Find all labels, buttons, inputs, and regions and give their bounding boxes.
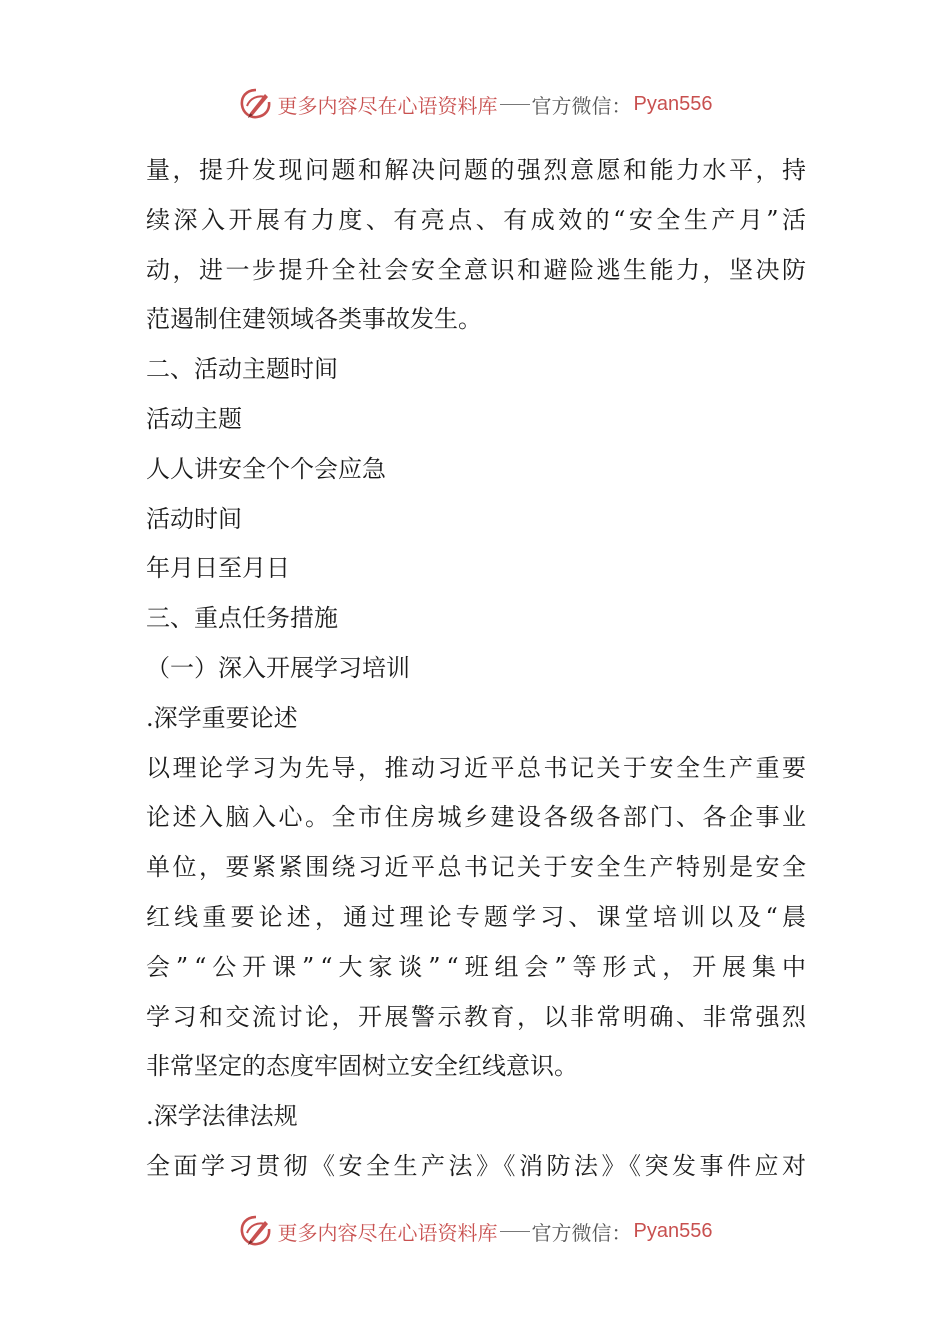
watermark-official-label: 官方微信：	[531, 93, 632, 118]
item-heading: .深学重要论述	[146, 703, 298, 732]
body-line: 全面学习贯彻《安全生产法》《消防法》《突发事件应对	[146, 1151, 810, 1180]
watermark-banner-top	[0, 84, 950, 124]
body-line: 年月日至月日	[146, 554, 290, 583]
watermark-handle: Pyan556	[633, 1219, 713, 1242]
body-line: 非常坚定的态度牢固树立安全红线意识。	[146, 1052, 578, 1081]
watermark-lead-text: 更多内容尽在心语资料库	[277, 93, 498, 118]
watermark-dash	[500, 1231, 530, 1232]
body-line: 以理论学习为先导，推动习近平总书记关于安全生产重要	[146, 753, 809, 782]
body-line: 范遏制住建领域各类事故发生。	[146, 305, 482, 334]
watermark-dash	[500, 104, 530, 105]
body-line: 人人讲安全个个会应急	[146, 454, 386, 483]
watermark-banner-bottom	[0, 1211, 950, 1251]
body-line: 续深入开展有力度、有亮点、有成效的“安全生产月”活	[146, 205, 810, 234]
watermark-official-label: 官方微信：	[531, 1220, 632, 1245]
body-line: 学习和交流讨论，开展警示教育，以非常明确、非常强烈	[146, 1002, 809, 1031]
body-line: 单位，要紧紧围绕习近平总书记关于安全生产特别是安全	[146, 853, 809, 882]
pen-swirl-logo-icon	[238, 1213, 274, 1249]
body-line: 论述入脑入心。全市住房城乡建设各级各部门、各企事业	[146, 803, 809, 832]
body-line: 会”“公开课”“大家谈”“班组会”等形式，开展集中	[146, 952, 812, 981]
section-heading: 二、活动主题时间	[146, 355, 338, 384]
body-line: 量，提升发现问题和解决问题的强烈意愿和能力水平，持	[146, 156, 809, 184]
body-line: 活动主题	[146, 404, 242, 433]
body-line: 红线重要论述，通过理论专题学习、课堂培训以及“晨	[146, 902, 811, 931]
body-line: 动，进一步提升全社会安全意识和避险逃生能力，坚决防	[146, 255, 809, 284]
pen-swirl-logo-icon	[238, 86, 274, 122]
subsection-heading: （一）深入开展学习培训	[146, 653, 410, 682]
section-heading: 三、重点任务措施	[146, 604, 338, 633]
watermark-handle: Pyan556	[633, 92, 713, 115]
item-heading: .深学法律法规	[146, 1102, 298, 1131]
document-body	[146, 146, 812, 1192]
body-line: 活动时间	[146, 504, 242, 533]
watermark-lead-text: 更多内容尽在心语资料库	[277, 1220, 498, 1245]
